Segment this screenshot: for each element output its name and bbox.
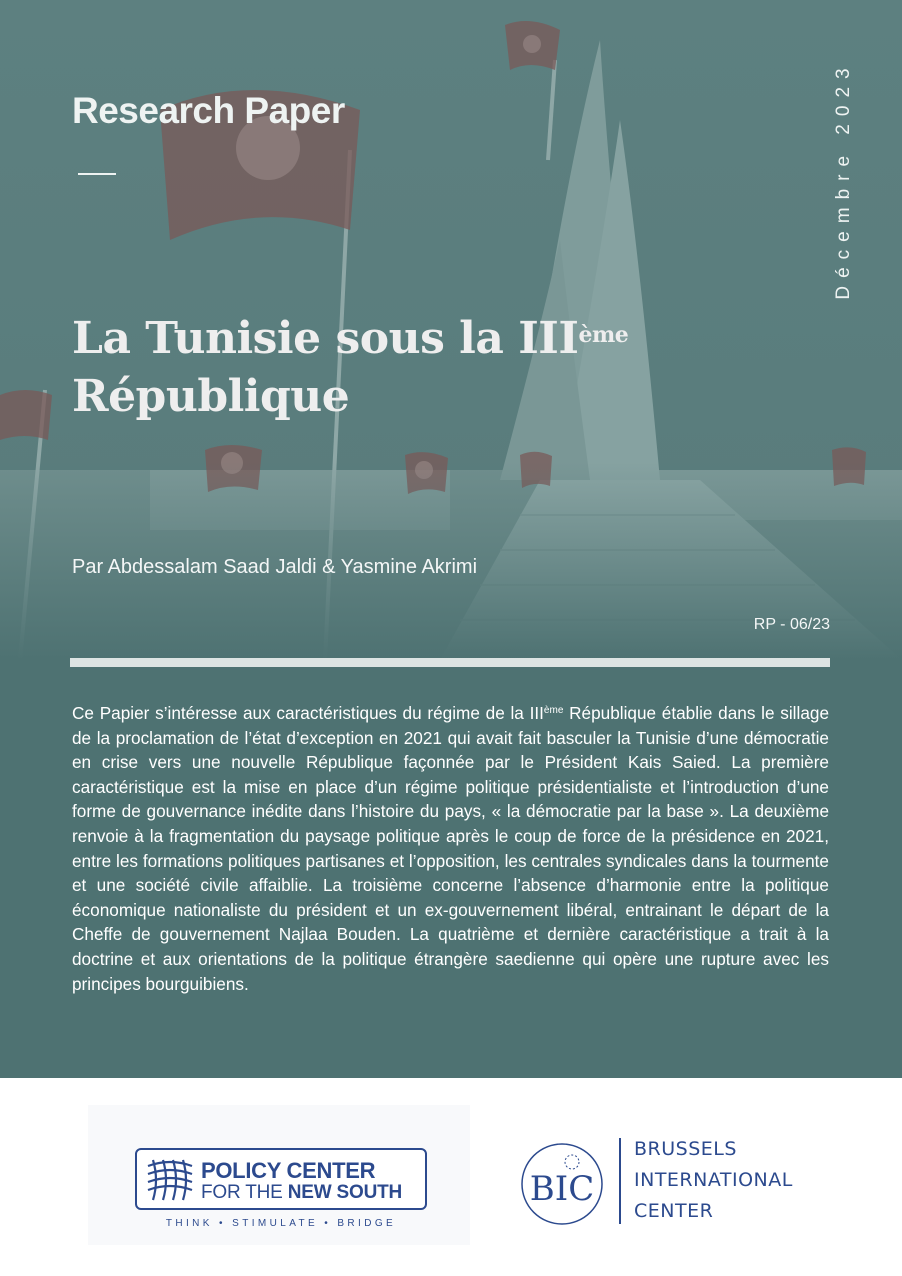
- paper-title: [72, 310, 692, 426]
- title-line2: République: [72, 371, 350, 422]
- bic-monogram-icon: [518, 1140, 614, 1236]
- bic-word-international: INTERNATIONAL: [634, 1169, 793, 1191]
- publication-date-text: Décembre 2023: [833, 60, 854, 300]
- authors: Par Abdessalam Saad Jaldi & Yasmine Akrimi: [72, 556, 478, 578]
- policy-center-logo: [88, 1105, 470, 1245]
- bic-divider: [619, 1138, 621, 1224]
- abstract-part1: Ce Papier s’intéresse aux caractéristiques du régime de la III: [72, 703, 544, 723]
- title-superscript: ème: [578, 322, 629, 348]
- abstract-paragraph: [72, 701, 829, 996]
- short-divider: [78, 173, 116, 175]
- long-divider: [70, 658, 830, 667]
- abstract-superscript: ème: [543, 705, 564, 716]
- policy-center-tagline: THINK • STIMULATE • BRIDGE: [165, 1218, 397, 1229]
- bic-word-brussels: BRUSSELS: [634, 1138, 737, 1160]
- policy-center-subname: [201, 1182, 402, 1204]
- bic-monogram-text: BIC: [529, 1169, 595, 1209]
- policy-center-name: POLICY CENTER: [201, 1158, 376, 1183]
- globe-grid-icon: [145, 1156, 195, 1204]
- publication-date: [822, 45, 866, 315]
- report-code: RP - 06/23: [753, 616, 830, 633]
- brussels-international-center-logo: [516, 1138, 793, 1228]
- series-label: Research Paper: [72, 90, 345, 131]
- policy-center-subname-b: NEW SOUTH: [287, 1182, 403, 1203]
- policy-center-subname-a: FOR THE: [201, 1182, 288, 1203]
- footer-logos: [0, 1078, 902, 1276]
- bic-word-center: CENTER: [634, 1200, 714, 1222]
- abstract-part2: République établie dans le sillage de la proclamation de l’état d’exception en 2021 qui avait fait basculer la Tunisie d’une démocratie en crise vers une nouvelle République façonnée par le Président Kais Saied. La première caractéristique est la mise en place d’un régime politique présidentialiste et l’introduction d’une forme de gouvernance inédite dans l’histoire du pays, « la démocratie par la base ». La deuxième renvoie à la fragmentation du paysage politique après le coup de force de la présidence en 2021, entre les formations politiques partisanes et l’opposition, les centrales syndicales dans la tourmente et une société civile affaiblie. La troisième concerne l’absence d’harmonie entre la politique économique nationaliste du président et un ex-gouvernement libéral, entrainant le départ de la Cheffe de gouvernement Najlaa Bouden. La quatrième et dernière caractéristique a trait à la doctrine et aux orientations de la politique étrangère saedienne qui opère une rupture avec les principes bourguibiens.: [72, 703, 829, 994]
- policy-center-logo-box: [135, 1148, 427, 1210]
- title-line1: La Tunisie sous la III: [72, 313, 579, 364]
